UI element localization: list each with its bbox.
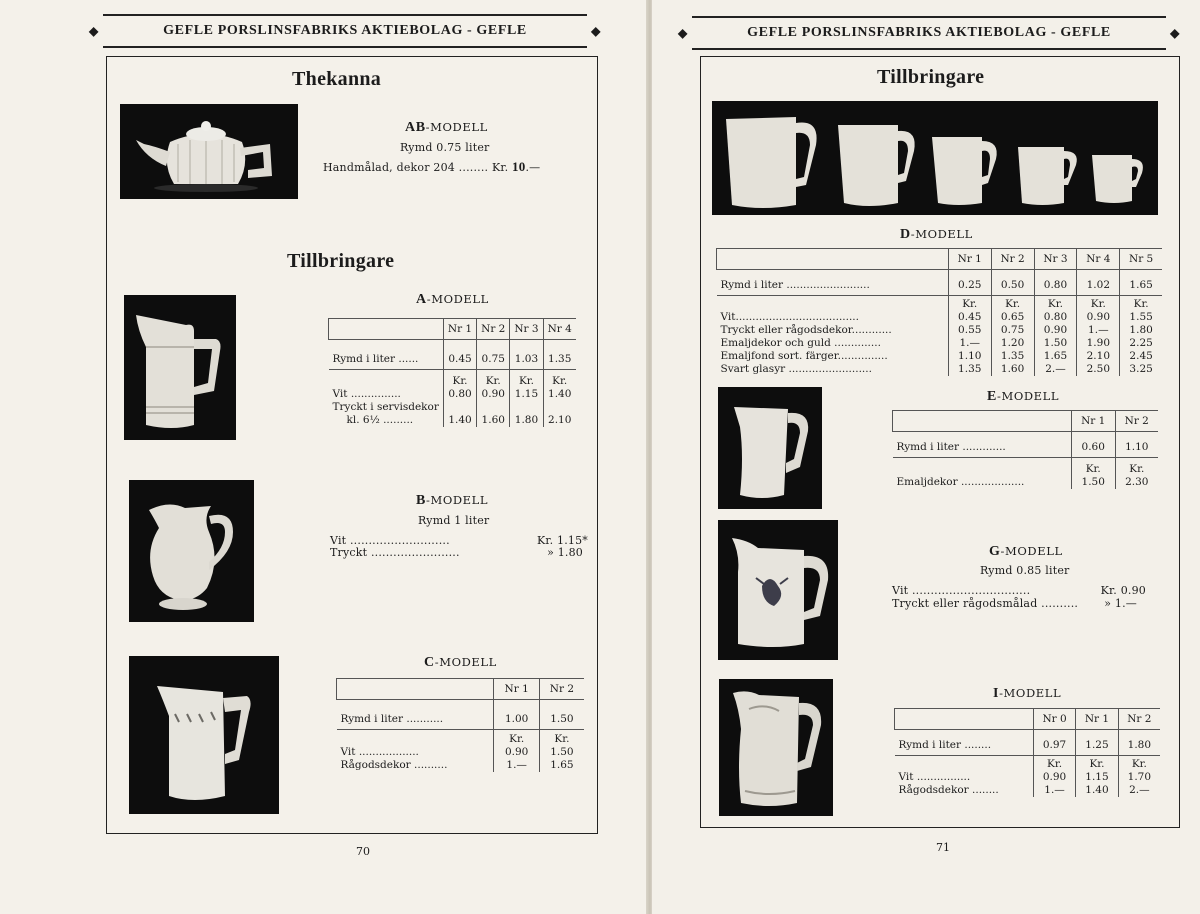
price-value (543, 401, 576, 414)
diamond-icon: ◆ (1170, 26, 1180, 40)
currency: Kr. (543, 370, 576, 389)
e-model-word: -MODELL (996, 389, 1060, 403)
price-value: 1.— (1033, 784, 1075, 797)
a-jug-illustration (124, 295, 236, 440)
page-number-left: 70 (356, 845, 370, 858)
i-model-letter: I (993, 686, 1000, 701)
capacity-value: 1.50 (539, 700, 584, 730)
b-line-label: Vit ........................... (330, 534, 450, 547)
g-price-line (892, 597, 1137, 610)
table-header: Nr 4 (543, 319, 576, 340)
price-value: 1.50 (1034, 337, 1077, 350)
g-line-price: Kr. 0.90 (1100, 584, 1146, 597)
capacity-value: 1.10 (1115, 432, 1158, 458)
table-header: Nr 2 (991, 249, 1034, 270)
ab-price-line (323, 159, 540, 175)
price-value: 2.— (1118, 784, 1160, 797)
d-model-word: -MODELL (910, 227, 973, 241)
row-label: Vit ............... (332, 388, 401, 400)
price-value: 1.40 (543, 388, 576, 401)
price-value: 1.10 (948, 350, 991, 363)
b-model-heading (416, 493, 488, 509)
table-header: Nr 1 (948, 249, 991, 270)
row-label: Tryckt i servisdekor (332, 401, 439, 413)
table-header: Nr 3 (510, 319, 543, 340)
price-value: 1.40 (1076, 784, 1118, 797)
i-model-word: -MODELL (999, 686, 1062, 700)
price-value: 2.50 (1077, 363, 1120, 376)
price-value: 0.45 (948, 311, 991, 324)
row-label: Vit ................ (898, 771, 971, 783)
price-value: 0.80 (443, 388, 476, 401)
row-label: Tryckt eller rågodsdekor............ (720, 324, 892, 336)
ab-model-word: -MODELL (425, 120, 488, 134)
table-header: Nr 1 (1076, 709, 1118, 730)
left-header (89, 14, 601, 48)
e-jug-illustration (718, 387, 822, 509)
ab-capacity: Rymd 0.75 liter (400, 141, 490, 154)
price-value: 1.70 (1118, 771, 1160, 784)
a-model-heading (416, 292, 489, 308)
b-line-price: Kr. 1.15* (536, 534, 588, 547)
price-value: 2.30 (1115, 476, 1158, 489)
b-model-word: -MODELL (425, 493, 489, 507)
price-value: 2.25 (1120, 337, 1162, 350)
teapot-photo (120, 104, 298, 199)
price-value: 1.65 (539, 759, 584, 772)
table-header: Nr 4 (1077, 249, 1120, 270)
currency: Kr. (1118, 756, 1160, 772)
price-value: 1.40 (443, 414, 476, 427)
a-price-table (328, 318, 576, 427)
row-label: Svart glasyr ......................... (720, 363, 872, 375)
table-corner (895, 709, 1034, 730)
price-value: 1.— (948, 337, 991, 350)
table-header: Nr 1 (1071, 411, 1115, 432)
row-label (329, 370, 444, 389)
tillbringare-title-left: Tillbringare (287, 250, 395, 272)
right-page (652, 0, 1200, 914)
header-text: GEFLE PORSLINSFABRIKS AKTIEBOLAG - GEFLE (163, 23, 527, 38)
price-value: 2.— (1034, 363, 1077, 376)
c-jug-photo (129, 656, 279, 814)
ab-line-dots: ........ (458, 161, 489, 174)
b-price-line (330, 546, 583, 559)
capacity-label: Rymd i liter ........... (337, 700, 494, 730)
d-jugs-illustration (712, 101, 1158, 215)
price-value: 1.50 (539, 746, 584, 759)
e-model-letter: E (987, 389, 997, 404)
e-model-heading (987, 389, 1059, 405)
ab-price: 10 (512, 159, 526, 174)
price-value (477, 401, 510, 414)
i-price-table (894, 708, 1160, 797)
a-model-word: -MODELL (426, 292, 489, 306)
price-value: 1.50 (1071, 476, 1115, 489)
table-header: Nr 1 (443, 319, 476, 340)
g-jug-illustration (718, 520, 838, 660)
currency: Kr. (1034, 296, 1077, 312)
b-model-letter: B (416, 493, 426, 508)
capacity-value: 1.65 (1120, 270, 1162, 296)
g-price-line (892, 584, 1146, 597)
row-label (337, 730, 494, 747)
ab-line-label: Handmålad, dekor 204 (323, 161, 455, 174)
row-label (893, 458, 1072, 477)
price-value: 1.15 (1076, 771, 1118, 784)
price-value: 0.90 (1033, 771, 1075, 784)
currency: Kr. (1076, 756, 1118, 772)
d-model-letter: D (900, 227, 911, 242)
ab-model-letter: AB (405, 120, 426, 135)
price-value: 1.20 (991, 337, 1034, 350)
price-value: 1.60 (991, 363, 1034, 376)
price-value: 0.65 (991, 311, 1034, 324)
table-header: Nr 2 (539, 679, 584, 700)
g-line-label: Tryckt eller rågodsmålad .......... (892, 597, 1079, 610)
price-value: 1.80 (1120, 324, 1162, 337)
i-model-heading (993, 686, 1061, 702)
price-value: 0.90 (477, 388, 510, 401)
currency: Kr. (1115, 458, 1158, 477)
c-price-table (336, 678, 584, 772)
a-jug-photo (124, 295, 236, 440)
e-price-table (892, 410, 1158, 489)
capacity-label: Rymd i liter ............. (893, 432, 1072, 458)
currency: Kr. (1120, 296, 1162, 312)
row-label: Emaljdekor ................... (896, 476, 1025, 488)
capacity-value: 0.75 (477, 340, 510, 370)
capacity-label: Rymd i liter ......................... (717, 270, 949, 296)
price-value: 2.45 (1120, 350, 1162, 363)
currency: Kr. (948, 296, 991, 312)
capacity-value: 0.25 (948, 270, 991, 296)
price-value: 3.25 (1120, 363, 1162, 376)
row-label: Vit .................. (340, 746, 419, 758)
c-model-heading (424, 655, 497, 671)
g-line-label: Vit ................................ (892, 584, 1031, 597)
row-label (717, 296, 949, 312)
table-corner (717, 249, 949, 270)
a-model-letter: A (416, 292, 427, 307)
row-label (895, 756, 1034, 772)
table-corner (893, 411, 1072, 432)
capacity-value: 0.45 (443, 340, 476, 370)
row-label: Emaljdekor och guld .............. (720, 337, 881, 349)
diamond-icon: ◆ (89, 24, 99, 38)
price-value: 1.— (1077, 324, 1120, 337)
capacity-value: 0.60 (1071, 432, 1115, 458)
price-value: 0.90 (1077, 311, 1120, 324)
currency: Kr. (510, 370, 543, 389)
row-label: Rågodsdekor .......... (340, 759, 448, 771)
price-value: 1.90 (1077, 337, 1120, 350)
row-label: Emaljfond sort. färger............... (720, 350, 888, 362)
b-capacity: Rymd 1 liter (418, 514, 490, 527)
table-header: Nr 1 (494, 679, 539, 700)
b-jug-illustration (129, 480, 254, 622)
right-header (678, 16, 1180, 50)
i-jug-photo (719, 679, 833, 816)
currency: Kr. (477, 370, 510, 389)
capacity-value: 1.80 (1118, 730, 1160, 756)
currency: Kr. (1033, 756, 1075, 772)
table-corner (337, 679, 494, 700)
capacity-value: 1.25 (1076, 730, 1118, 756)
price-value: 1.65 (1034, 350, 1077, 363)
teapot-illustration (120, 104, 298, 199)
diamond-icon: ◆ (678, 26, 688, 40)
e-jug-photo (718, 387, 822, 509)
price-value: 1.— (494, 759, 539, 772)
g-capacity: Rymd 0.85 liter (980, 564, 1070, 577)
price-value: 1.80 (510, 414, 543, 427)
g-jug-photo (718, 520, 838, 660)
g-line-price: » 1.— (1104, 597, 1137, 610)
price-value: 1.35 (991, 350, 1034, 363)
capacity-value: 1.00 (494, 700, 539, 730)
price-value: 0.75 (991, 324, 1034, 337)
price-value (443, 401, 476, 414)
row-label: Vit..................................... (720, 311, 859, 323)
d-price-table (716, 248, 1162, 376)
capacity-value: 0.80 (1034, 270, 1077, 296)
table-header: Nr 5 (1120, 249, 1162, 270)
capacity-label: Rymd i liter ........ (895, 730, 1034, 756)
table-header: Nr 0 (1033, 709, 1075, 730)
price-value: 0.80 (1034, 311, 1077, 324)
price-value: 1.15 (510, 388, 543, 401)
row-label: Rågodsdekor ........ (898, 784, 999, 796)
d-jug-row-photo (712, 101, 1158, 215)
i-jug-illustration (719, 679, 833, 816)
capacity-value: 1.02 (1077, 270, 1120, 296)
table-header: Nr 2 (477, 319, 510, 340)
price-value: 1.55 (1120, 311, 1162, 324)
g-model-heading (989, 544, 1063, 560)
price-value: 1.35 (948, 363, 991, 376)
b-jug-photo (129, 480, 254, 622)
b-line-label: Tryckt ........................ (330, 546, 460, 559)
header-text: GEFLE PORSLINSFABRIKS AKTIEBOLAG - GEFLE (747, 25, 1111, 40)
tillbringare-title-right: Tillbringare (877, 66, 985, 88)
currency: Kr. (443, 370, 476, 389)
c-jug-illustration (129, 656, 279, 814)
table-header: Nr 2 (1118, 709, 1160, 730)
ab-price-prefix: Kr. (491, 161, 509, 174)
currency: Kr. (494, 730, 539, 747)
table-header: Nr 2 (1115, 411, 1158, 432)
capacity-value: 1.35 (543, 340, 576, 370)
g-model-letter: G (989, 544, 1001, 559)
price-value: 1.60 (477, 414, 510, 427)
ab-price-suffix: .— (525, 161, 541, 174)
price-value: 0.90 (1034, 324, 1077, 337)
page-number-right: 71 (936, 841, 950, 854)
currency: Kr. (1071, 458, 1115, 477)
price-value: 0.90 (494, 746, 539, 759)
diamond-icon: ◆ (591, 24, 601, 38)
c-model-word: -MODELL (434, 655, 497, 669)
g-model-word: -MODELL (1000, 544, 1063, 558)
capacity-value: 0.97 (1033, 730, 1075, 756)
currency: Kr. (991, 296, 1034, 312)
d-model-heading (900, 227, 973, 243)
ab-model-heading (405, 120, 488, 136)
capacity-value: 0.50 (991, 270, 1034, 296)
row-label: kl. 6½ ......... (346, 414, 414, 426)
price-value: 2.10 (1077, 350, 1120, 363)
price-value: 0.55 (948, 324, 991, 337)
price-value: 2.10 (543, 414, 576, 427)
c-model-letter: C (424, 655, 435, 670)
price-value (510, 401, 543, 414)
thekanna-title: Thekanna (292, 68, 382, 90)
b-line-price: » 1.80 (547, 546, 583, 559)
table-header: Nr 3 (1034, 249, 1077, 270)
currency: Kr. (1077, 296, 1120, 312)
capacity-label: Rymd i liter ...... (329, 340, 444, 370)
capacity-value: 1.03 (510, 340, 543, 370)
table-corner (329, 319, 444, 340)
currency: Kr. (539, 730, 584, 747)
